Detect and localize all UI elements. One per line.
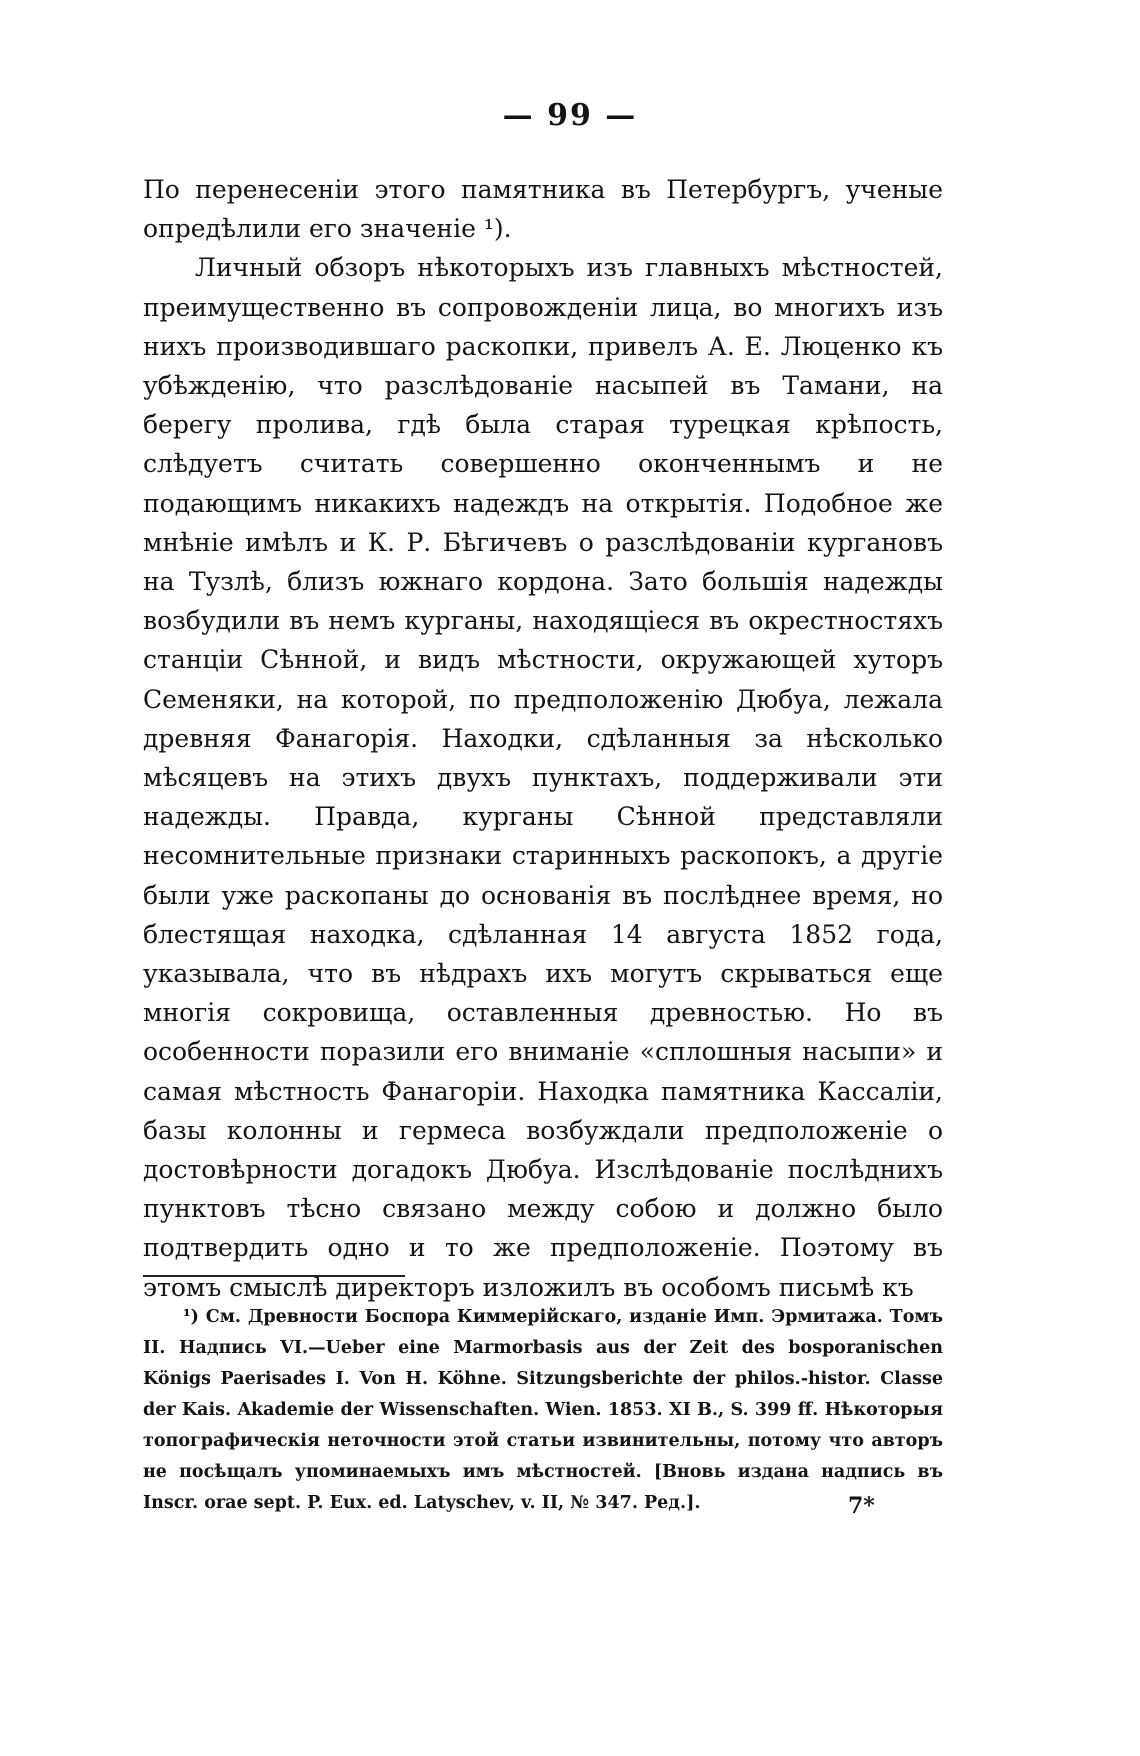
paragraph-1: По перенесеніи этого памятника въ Петербургъ, ученые опредѣлили его значеніе ¹). [143,175,943,244]
footnote-rule [143,1275,405,1277]
page-number: — 99 — [502,98,638,133]
paragraph-2: Личный обзоръ нѣкоторыхъ изъ главныхъ мѣстностей, преимущественно въ сопровожденіи лица, во многихъ изъ нихъ производившаго раскопки, привелъ А. Е. Люценко къ убѣжденію, что разслѣдованіе насыпей въ Тамани, на берегу пролива, гдѣ была старая турецкая крѣпость, слѣдуетъ считать совершенно оконченнымъ и не подающимъ никакихъ надеждъ на открытія. Подобное же мнѣніе имѣлъ и К. Р. Бѣгичевъ о разслѣдованіи кургановъ на Тузлѣ, близъ южнаго кордона. Зато большія надежды возбудили въ немъ курганы, находящіеся въ окрестностяхъ станціи Сѣнной, и видъ мѣстности, окружающей хуторъ Семеняки, на которой, по предположенію Дюбуа, лежала древняя Фанагорія. Находки, сдѣланныя за нѣсколько мѣсяцевъ на этихъ двухъ пунктахъ, поддерживали эти надежды. Правда, курганы Сѣнной представляли несомнительные признаки старинныхъ раскопокъ, а другіе были уже раскопаны до основанія въ послѣднее время, но блестящая находка, сдѣланная 14 августа 1852 года, указывала, что въ нѣдрахъ ихъ могутъ скрываться еще многія сокровища, оставленныя древностью. Но въ особенности поразили его вниманіе «сплошныя насыпи» и самая мѣстность Фанагоріи. Находка памятника Кассаліи, базы колонны и гермеса возбуждали предположеніе о достовѣрности догадокъ Дюбуа. Изслѣдованіе послѣднихъ пунктовъ тѣсно связано между собою и должно было подтвердить одно и то же предположеніе. Поэтому въ этомъ смыслѣ директоръ изложилъ въ особомъ письмѣ къ [143,253,943,1302]
footnotes [143,1302,943,1519]
footnote-1: ¹) См. Древности Боспора Киммерійскаго, изданіе Имп. Эрмитажа. Томъ II. Надпись VI.—Ueber eine Marmorbasis aus der Zeit des bosporanischen Königs Paerisades I. Von H. Köhne. Sitzungsberichte der philos.-histor. Classe der Kais. Akademie der Wissenschaften. Wien. 1853. XI B., S. 399 ff. Нѣкоторыя топографическія неточности этой статьи извинительны, потому что авторъ не посѣщалъ упоминаемыхъ имъ мѣстностей. [Вновь издана надпись въ Inscr. orae sept. P. Eux. ed. Latyschev, v. II, № 347. Ред.]. [143,1307,943,1513]
main-text [143,170,943,1307]
signature-mark: 7* [848,1493,875,1519]
